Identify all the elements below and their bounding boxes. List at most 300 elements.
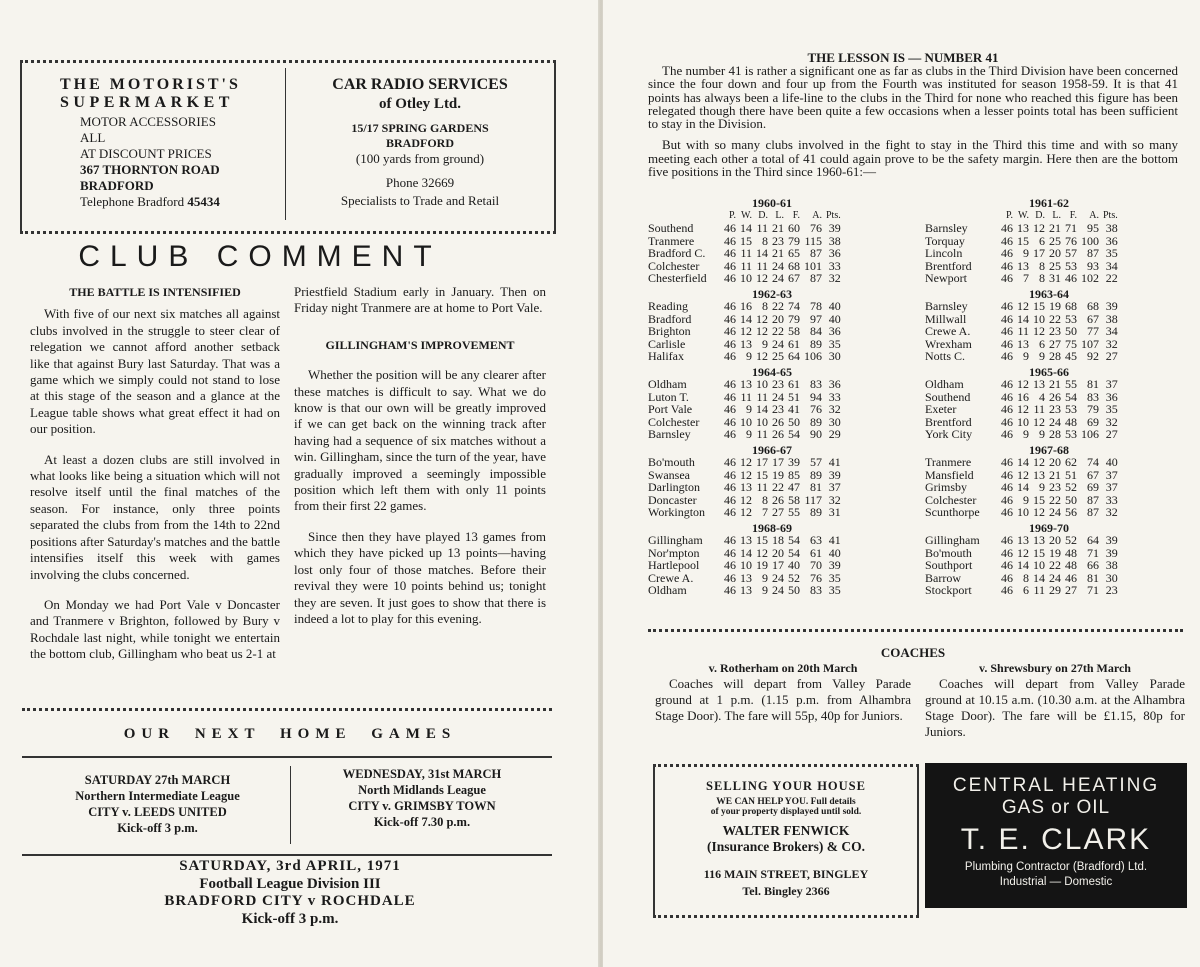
team-name: Tranmere [648, 233, 695, 248]
ad-radio-addr1: 15/17 SPRING GARDENS [351, 121, 489, 135]
stat-cell: 117 [804, 492, 822, 507]
stat-cell: 70 [810, 558, 822, 572]
club-comment-heading: CLUB COMMENT [78, 240, 442, 273]
team-name: Colchester [648, 414, 700, 429]
league-table-right [925, 197, 1187, 597]
home-game-2 [296, 766, 548, 830]
stat-cell: 9 [1039, 427, 1045, 441]
stat-cell: 46 [724, 324, 736, 338]
stat-cell: 76 [810, 221, 822, 235]
stat-cell: 15 [740, 233, 752, 248]
stat-cell: 17 [772, 558, 784, 572]
team-name: Gillingham [648, 533, 703, 547]
column-header: F. [1069, 209, 1077, 221]
ad-radio-phone: Phone 32669 [385, 175, 455, 190]
team-name: Bradford C. [648, 246, 706, 260]
home-games-top-rule [22, 708, 552, 711]
stat-cell: 15 [1017, 233, 1029, 248]
stat-cell: 46 [1001, 246, 1013, 260]
ad-fenwick-line1: WE CAN HELP YOU. Full details [716, 797, 856, 807]
team-name: Oldham [648, 377, 687, 391]
stat-cell: 10 [1017, 505, 1029, 519]
stat-cell: 76 [810, 570, 822, 585]
stat-cell: 87 [810, 271, 822, 285]
table-row [925, 481, 1120, 494]
ad-fenwick-line2: of your property displayed until sold. [710, 807, 862, 817]
stat-cell: 37 [828, 480, 841, 494]
stat-cell: 46 [724, 221, 736, 235]
season-header-spacer [648, 441, 722, 457]
coaches-heading: COACHES [880, 645, 946, 660]
ad-motorist-line5: BRADFORD [80, 178, 154, 193]
stat-cell: 31 [828, 505, 841, 519]
stat-cell: 90 [810, 427, 822, 441]
lesson-text [648, 64, 1178, 178]
stat-cell: 46 [1001, 533, 1013, 547]
stat-cell: 46 [724, 455, 736, 469]
ad-fenwick-name2: (Insurance Brokers) & CO. [707, 839, 865, 854]
stat-cell: 22 [1049, 492, 1061, 507]
stat-cell: 67 [788, 271, 800, 285]
stat-cell: 34 [1105, 258, 1118, 273]
stat-cell: 106 [1081, 427, 1099, 441]
stat-cell: 13 [740, 377, 752, 391]
table-row [925, 272, 1120, 285]
season-header-spacer [925, 441, 999, 457]
home-game-2-league: North Midlands League [358, 783, 486, 797]
stat-cell: 30 [828, 414, 841, 429]
column-header: W. [1017, 209, 1029, 221]
column-header: Pts. [1103, 209, 1118, 221]
stat-cell: 39 [1105, 533, 1118, 547]
stat-cell: 12 [756, 545, 768, 560]
column-header: F. [792, 209, 800, 221]
stat-cell: 47 [788, 480, 800, 494]
stat-cell: 41 [828, 533, 841, 547]
stat-cell: 12 [740, 505, 752, 519]
table-row [925, 247, 1120, 260]
stat-cell: 54 [788, 533, 800, 547]
season-label: 1961-62 [1029, 196, 1069, 210]
season-label: 1969-70 [1029, 520, 1069, 535]
stat-cell: 8 [762, 233, 768, 248]
team-name: Barrow [925, 570, 961, 585]
ad-clark-name: T. E. CLARK [960, 823, 1152, 856]
team-name: Wrexham [925, 336, 972, 351]
stat-cell: 46 [724, 336, 736, 351]
stat-cell: 32 [828, 492, 841, 507]
stat-cell: 26 [772, 427, 784, 441]
season-label: 1960-61 [752, 196, 792, 210]
stat-cell: 46 [724, 389, 736, 404]
team-name: Grimsby [925, 480, 967, 494]
column-header: Pts. [826, 209, 841, 221]
stat-cell: 46 [1001, 414, 1013, 429]
stat-cell: 40 [828, 311, 841, 326]
left-page [0, 0, 598, 967]
table-row [925, 222, 1120, 235]
team-name: Chesterfield [648, 271, 707, 285]
stat-cell: 93 [1087, 258, 1099, 273]
team-name: Swansea [648, 467, 690, 482]
stat-cell: 33 [828, 258, 841, 273]
stat-cell: 46 [724, 533, 736, 547]
stat-cell: 24 [1049, 505, 1061, 519]
team-name: Doncaster [648, 492, 697, 507]
stat-cell: 24 [772, 271, 784, 285]
stat-cell: 46 [1001, 336, 1013, 351]
table-row [925, 506, 1120, 519]
stat-cell: 46 [1001, 480, 1013, 494]
team-name: Nor'mpton [648, 545, 700, 560]
stat-cell: 29 [1049, 583, 1061, 597]
stat-cell: 20 [772, 545, 784, 560]
stat-cell: 13 [1017, 258, 1029, 273]
home-game-3 [60, 858, 520, 928]
stat-cell: 27 [1049, 336, 1061, 351]
table-row [648, 534, 843, 547]
stat-cell: 115 [804, 233, 822, 248]
season-label: 1963-64 [1029, 286, 1069, 301]
stat-cell: 19 [1049, 545, 1061, 560]
stat-cell: 51 [788, 389, 800, 404]
stat-cell: 14 [740, 545, 752, 560]
stat-cell: 26 [772, 414, 784, 429]
stat-cell: 62 [1065, 455, 1077, 469]
stat-cell: 21 [1049, 221, 1061, 235]
stat-cell: 30 [1105, 570, 1118, 585]
column-header: D. [1035, 209, 1045, 221]
stat-cell: 35 [1105, 246, 1118, 260]
stat-cell: 23 [1105, 583, 1118, 597]
season-header-spacer [925, 519, 999, 535]
season-header-spacer [925, 285, 999, 301]
stat-cell: 11 [740, 246, 752, 260]
stat-cell: 12 [1017, 545, 1029, 560]
stat-cell: 6 [1039, 233, 1045, 248]
ad-clark-sub2: Industrial — Domestic [999, 876, 1113, 888]
stat-cell: 46 [724, 258, 736, 273]
stat-cell: 46 [724, 505, 736, 519]
stat-cell: 9 [762, 336, 768, 351]
stat-cell: 85 [788, 467, 800, 482]
stat-cell: 48 [1065, 414, 1077, 429]
stat-cell: 15 [756, 467, 768, 482]
stat-cell: 69 [1087, 480, 1099, 494]
team-name: Tranmere [925, 455, 972, 469]
stat-cell: 35 [828, 336, 841, 351]
stat-cell: 51 [1065, 467, 1077, 482]
table-row [925, 300, 1120, 313]
table-row [648, 378, 843, 391]
stat-cell: 46 [724, 299, 736, 313]
stat-cell: 12 [1033, 414, 1045, 429]
column-header: P. [729, 209, 736, 221]
ad-fenwick-addr: 116 MAIN STREET, BINGLEY [703, 867, 869, 881]
club-comment-para-4: Priestfield Stadium early in January. Then on Friday night Tranmere are at home to Port Vale. [294, 284, 546, 316]
stat-cell: 55 [1065, 377, 1077, 391]
stat-cell: 46 [1001, 389, 1013, 404]
stat-cell: 46 [724, 545, 736, 560]
team-name: Carlisle [648, 336, 686, 351]
stat-cell: 87 [1087, 505, 1099, 519]
stat-cell: 13 [1017, 533, 1029, 547]
stat-cell: 68 [1065, 299, 1077, 313]
ad-clark-line1: CENTRAL HEATING [952, 775, 1160, 796]
stat-cell: 46 [1001, 570, 1013, 585]
stat-cell: 10 [756, 414, 768, 429]
stat-cell: 15 [756, 533, 768, 547]
team-name: Crewe A. [648, 570, 694, 585]
stat-cell: 29 [828, 427, 841, 441]
stat-cell: 12 [1033, 324, 1045, 338]
stat-cell: 9 [746, 402, 752, 416]
season-header-row [648, 441, 843, 457]
stat-cell: 53 [1065, 258, 1077, 273]
stat-cell: 35 [828, 583, 841, 597]
team-name: Port Vale [648, 402, 693, 416]
stat-cell: 50 [788, 583, 800, 597]
stat-cell: 106 [804, 349, 822, 363]
stat-cell: 12 [756, 324, 768, 338]
stat-cell: 12 [1017, 467, 1029, 482]
ad-fenwick-name: WALTER FENWICK [722, 823, 850, 838]
season-header-row [925, 197, 1120, 210]
stat-cell: 46 [1001, 455, 1013, 469]
stat-cell: 4 [1039, 389, 1045, 404]
stat-cell: 33 [1105, 492, 1118, 507]
stat-cell: 13 [740, 583, 752, 597]
stat-cell: 75 [1065, 336, 1077, 351]
stat-cell: 50 [1065, 324, 1077, 338]
stat-cell: 10 [740, 558, 752, 572]
stat-cell: 22 [1105, 271, 1118, 285]
ad-motorist-title1: THE MOTORIST'S [60, 76, 241, 93]
stat-cell: 94 [810, 389, 822, 404]
club-comment-col1 [30, 284, 280, 663]
stat-cell: 89 [810, 414, 822, 429]
club-comment-subheading-1: THE BATTLE IS INTENSIFIED [69, 285, 241, 299]
stat-cell: 32 [828, 402, 841, 416]
stat-cell: 13 [740, 480, 752, 494]
stat-cell: 46 [1001, 233, 1013, 248]
column-header: D. [758, 209, 768, 221]
stat-cell: 14 [1017, 558, 1029, 572]
stat-cell: 83 [810, 377, 822, 391]
team-name: Reading [648, 299, 688, 313]
stat-cell: 64 [788, 349, 800, 363]
stat-cell: 40 [828, 299, 841, 313]
stat-cell: 11 [756, 389, 768, 404]
season-header-row [648, 197, 843, 210]
stat-cell: 23 [1049, 402, 1061, 416]
ad-motorist-phone-label: Telephone Bradford [80, 194, 188, 209]
stat-cell: 71 [1065, 221, 1077, 235]
stat-cell: 19 [756, 558, 768, 572]
stat-cell: 63 [810, 533, 822, 547]
stat-cell: 13 [740, 533, 752, 547]
team-name: Workington [648, 505, 706, 519]
stat-cell: 10 [740, 271, 752, 285]
stat-cell: 12 [1033, 221, 1045, 235]
stat-cell: 46 [724, 349, 736, 363]
team-name: Halifax [648, 349, 684, 363]
stat-cell: 19 [1049, 299, 1061, 313]
stat-cell: 64 [1087, 533, 1099, 547]
table-row [648, 272, 843, 285]
stat-cell: 31 [1049, 271, 1061, 285]
stat-cell: 8 [1039, 258, 1045, 273]
stat-cell: 50 [788, 414, 800, 429]
team-name: Torquay [925, 233, 965, 248]
stat-cell: 12 [756, 271, 768, 285]
table-row [648, 428, 843, 441]
stat-cell: 17 [756, 455, 768, 469]
stat-cell: 87 [1087, 492, 1099, 507]
stat-cell: 66 [1087, 558, 1099, 572]
season-header-row [925, 285, 1120, 301]
stat-cell: 101 [804, 258, 822, 273]
stat-cell: 61 [788, 336, 800, 351]
stat-cell: 41 [788, 402, 800, 416]
stat-cell: 58 [788, 324, 800, 338]
stat-cell: 24 [772, 258, 784, 273]
ad-motorist [40, 76, 280, 210]
stat-cell: 46 [724, 233, 736, 248]
stat-cell: 46 [1001, 349, 1013, 363]
stat-cell: 67 [1087, 467, 1099, 482]
stat-cell: 30 [828, 349, 841, 363]
stat-cell: 23 [1049, 324, 1061, 338]
stat-cell: 74 [788, 299, 800, 313]
stat-cell: 11 [756, 258, 768, 273]
stat-cell: 46 [1001, 558, 1013, 572]
stat-cell: 27 [1105, 427, 1118, 441]
stat-cell: 10 [1017, 414, 1029, 429]
coach-shrewsbury [925, 660, 1185, 740]
stat-cell: 46 [1001, 505, 1013, 519]
ad-motorist-line2: ALL [80, 130, 106, 145]
stat-cell: 22 [1049, 311, 1061, 326]
coach-rotherham-title: v. Rotherham on 20th March [708, 661, 858, 675]
stat-cell: 39 [1105, 299, 1118, 313]
table-row [925, 428, 1120, 441]
stat-cell: 102 [1081, 271, 1099, 285]
home-game-1-kickoff: Kick-off 3 p.m. [117, 821, 198, 835]
stat-cell: 11 [1033, 402, 1045, 416]
ad-radio [290, 76, 550, 209]
team-name: Millwall [925, 311, 967, 326]
table-row [648, 403, 843, 416]
stat-cell: 37 [1105, 480, 1118, 494]
stat-cell: 57 [810, 455, 822, 469]
stat-cell: 9 [1023, 492, 1029, 507]
stat-cell: 11 [1033, 583, 1045, 597]
stat-cell: 71 [1087, 545, 1099, 560]
stat-cell: 58 [788, 492, 800, 507]
table-row [648, 247, 843, 260]
stat-cell: 46 [1001, 311, 1013, 326]
stat-cell: 20 [1049, 533, 1061, 547]
stat-cell: 32 [1105, 414, 1118, 429]
team-name: Southend [925, 389, 971, 404]
stat-cell: 71 [1087, 583, 1099, 597]
right-page [603, 0, 1200, 967]
stat-cell: 21 [1049, 467, 1061, 482]
stat-cell: 39 [828, 221, 841, 235]
stat-cell: 46 [724, 467, 736, 482]
stat-cell: 9 [1039, 480, 1045, 494]
stat-cell: 54 [1065, 389, 1077, 404]
lesson-title: THE LESSON IS — NUMBER 41 [807, 50, 999, 65]
stat-cell: 8 [1039, 271, 1045, 285]
stat-cell: 12 [756, 349, 768, 363]
stat-cell: 23 [772, 233, 784, 248]
stat-cell: 32 [828, 271, 841, 285]
stat-cell: 68 [1087, 299, 1099, 313]
stat-cell: 68 [788, 258, 800, 273]
stat-cell: 56 [1065, 505, 1077, 519]
stat-cell: 53 [1065, 311, 1077, 326]
season-header-row [648, 285, 843, 301]
ad-radio-sub: of Otley Ltd. [378, 96, 462, 112]
table-bottom-rule [648, 629, 1183, 632]
season-header-spacer [648, 197, 722, 210]
stat-cell: 9 [746, 349, 752, 363]
league-table-left-grid [648, 197, 843, 597]
ad-fenwick-tel: Tel. Bingley 2366 [742, 884, 830, 898]
stat-cell: 65 [788, 246, 800, 260]
stat-cell: 89 [810, 336, 822, 351]
table-row [648, 481, 843, 494]
home-game-2-kickoff: Kick-off 7.30 p.m. [373, 815, 471, 829]
table-row [925, 456, 1120, 469]
stat-cell: 76 [1065, 233, 1077, 248]
table-row [925, 378, 1120, 391]
stat-cell: 11 [740, 389, 752, 404]
stat-cell: 45 [1065, 349, 1077, 363]
team-name: York City [925, 427, 973, 441]
stat-cell: 36 [828, 246, 841, 260]
stat-cell: 11 [756, 221, 768, 235]
team-name: Luton T. [648, 389, 689, 404]
team-name: Brighton [648, 324, 691, 338]
stat-cell: 46 [1001, 402, 1013, 416]
stat-cell: 46 [724, 246, 736, 260]
stat-cell: 15 [1033, 545, 1045, 560]
team-name: Darlington [648, 480, 700, 494]
stat-cell: 50 [1065, 492, 1077, 507]
stat-cell: 79 [1087, 402, 1099, 416]
stat-cell: 12 [756, 311, 768, 326]
stat-cell: 8 [762, 492, 768, 507]
table-row [925, 325, 1120, 338]
stat-cell: 24 [772, 570, 784, 585]
stat-cell: 25 [1049, 258, 1061, 273]
stat-cell: 53 [1065, 402, 1077, 416]
stat-cell: 61 [810, 545, 822, 560]
stat-cell: 78 [810, 299, 822, 313]
stat-cell: 12 [1033, 505, 1045, 519]
team-name: Barnsley [925, 299, 968, 313]
team-name: Oldham [925, 377, 964, 391]
table-row [925, 403, 1120, 416]
stat-cell: 46 [1001, 258, 1013, 273]
stat-cell: 9 [1039, 349, 1045, 363]
stat-cell: 61 [788, 377, 800, 391]
league-table-right-grid [925, 197, 1120, 597]
home-game-2-date: WEDNESDAY, 31st MARCH [342, 767, 502, 781]
